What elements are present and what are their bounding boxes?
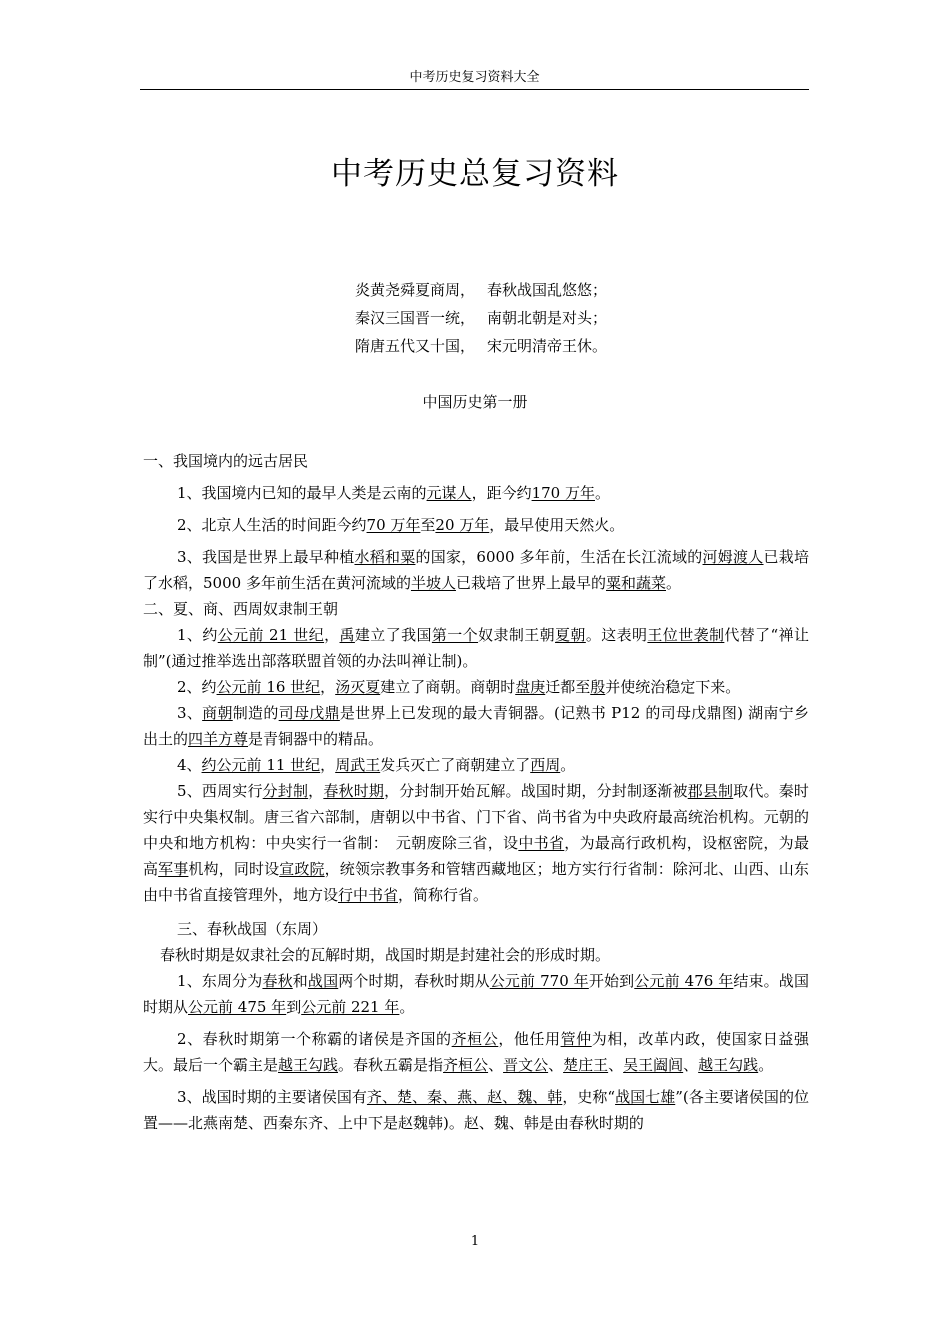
underlined-keyword: 70 万年 — [366, 516, 421, 534]
text-run: 。春秋五霸是指 — [338, 1056, 444, 1074]
text-run: 两个时期，春秋时期从 — [338, 972, 490, 990]
paragraph — [143, 1084, 809, 1136]
poem-half: 炎黄尧舜夏商周， — [355, 281, 476, 299]
underlined-keyword: 军事 — [158, 860, 189, 878]
poem-half: 宋元明清帝王休。 — [487, 337, 608, 355]
text-run: 1、约 — [177, 626, 218, 644]
text-run: ，他任用 — [498, 1030, 561, 1048]
book-title: 中国历史第一册 — [422, 393, 528, 411]
text-run: ，简称行省。 — [398, 886, 489, 904]
underlined-keyword: 殷 — [590, 678, 606, 696]
text-run: 三、春秋战国（东周） — [177, 920, 328, 938]
paragraph — [143, 778, 809, 908]
text-run: ”(各主要诸侯国的位置——北燕南楚、西秦东齐、上中下是赵魏韩)。赵、魏、韩是由春秋时期的 — [143, 1088, 809, 1132]
text-run: 。 — [758, 1056, 774, 1074]
underlined-keyword: 河姆渡人 — [702, 548, 764, 566]
underlined-keyword: 齐桓公 — [443, 1056, 489, 1074]
underlined-keyword: 周武王 — [335, 756, 381, 774]
underlined-keyword: 管仲 — [560, 1030, 592, 1048]
underlined-keyword: 商朝 — [202, 704, 233, 722]
text-run: 是世界上已发现的最大青铜器。(记熟书 P12 的司母戊鼎图) 湖南宁乡出土的 — [143, 704, 809, 748]
text-run: 是青铜器中的精品。 — [248, 730, 384, 748]
underlined-keyword: 宣政院 — [279, 860, 325, 878]
underlined-keyword: 春秋 — [262, 972, 293, 990]
underlined-keyword: 晋文公 — [503, 1056, 549, 1074]
document-title: 中考历史总复习资料 — [331, 156, 619, 192]
underlined-keyword: 行中书省 — [338, 886, 399, 904]
text-run: 建立了商朝。商朝时 — [380, 678, 516, 696]
paragraph — [143, 622, 809, 674]
text-run: 取代。秦时实行中央集权制。唐三省六部制，唐朝以中书省、门下省、尚书省为中央政府最高统治机构。元朝的中央和地方机构：中央实行一省制： 元朝废除三省，设 — [143, 782, 809, 852]
text-run: 、 — [548, 1056, 564, 1074]
poem — [355, 276, 685, 360]
underlined-keyword: 越王勾践 — [698, 1056, 759, 1074]
poem-half: 春秋战国乱悠悠； — [487, 281, 608, 299]
paragraph — [143, 512, 809, 538]
text-run: 。 — [560, 756, 576, 774]
text-run: 。 — [594, 484, 610, 502]
text-run: 开始到 — [588, 972, 635, 990]
underlined-keyword: 战国七雄 — [615, 1088, 676, 1106]
text-run: 1、我国境内已知的最早人类是云南的 — [177, 484, 427, 502]
underlined-keyword: 司母戊鼎 — [278, 704, 340, 722]
text-run: 3、我国是世界上最早种植 — [177, 548, 355, 566]
text-run: 制造的 — [232, 704, 279, 722]
poem-line — [355, 276, 685, 304]
paragraph — [143, 700, 809, 752]
underlined-keyword: 公元前 475 年 — [188, 998, 287, 1016]
underlined-keyword: 水稻和粟 — [354, 548, 416, 566]
paragraph — [143, 480, 809, 506]
underlined-keyword: 齐、楚、秦、燕、赵、魏、韩 — [366, 1088, 563, 1106]
text-run: 奴隶制王朝 — [478, 626, 556, 644]
text-run: 4、 — [177, 756, 202, 774]
text-run: 、 — [608, 1056, 624, 1074]
document-body — [143, 448, 809, 1136]
text-run: 和 — [292, 972, 308, 990]
paragraph — [143, 942, 809, 968]
poem-half: 南朝北朝是对头； — [487, 309, 608, 327]
text-run: 、 — [683, 1056, 699, 1074]
text-run: 一、我国境内的远古居民 — [143, 452, 309, 470]
underlined-keyword: 公元前 21 世纪 — [217, 626, 325, 644]
text-run: 3、战国时期的主要诸侯国有 — [177, 1088, 367, 1106]
underlined-keyword: 元谋人 — [426, 484, 472, 502]
paragraph — [143, 448, 809, 474]
underlined-keyword: 王位世袭制 — [647, 626, 725, 644]
underlined-keyword: 越王勾践 — [278, 1056, 339, 1074]
underlined-keyword: 公元前 16 世纪 — [216, 678, 321, 696]
text-run: 到 — [286, 998, 302, 1016]
underlined-keyword: 20 万年 — [435, 516, 490, 534]
text-run: ，距今约 — [471, 484, 532, 502]
text-run: 已栽培了水稻，5000 多年前生活在黄河流域的 — [143, 548, 810, 592]
text-run: 并使统治稳定下来。 — [605, 678, 741, 696]
paragraph — [143, 1026, 809, 1078]
underlined-keyword: 四羊方尊 — [188, 730, 249, 748]
text-run: ， — [320, 756, 336, 774]
text-run: 至 — [420, 516, 436, 534]
underlined-keyword: 西周 — [530, 756, 561, 774]
text-run: 建立了我国 — [354, 626, 432, 644]
underlined-keyword: 汤灭夏 — [335, 678, 381, 696]
text-run: 5、西周实行 — [177, 782, 263, 800]
text-run: ，最早使用天然火。 — [489, 516, 625, 534]
text-run: 3、 — [177, 704, 203, 722]
text-run: ，为最高行政机构，设枢密院，为最高 — [143, 834, 809, 878]
underlined-keyword: 郡县制 — [687, 782, 734, 800]
underlined-keyword: 齐桓公 — [451, 1030, 499, 1048]
paragraph — [143, 674, 809, 700]
text-run: 为相，改革内政，使国家日益强大。最后一个霸主是 — [143, 1030, 809, 1074]
underlined-keyword: 禹 — [339, 626, 355, 644]
text-run: ，分封制开始瓦解。战国时期，分封制逐渐被 — [384, 782, 688, 800]
poem-half: 秦汉三国晋一统， — [355, 309, 476, 327]
text-run: 2、约 — [177, 678, 217, 696]
text-run: 代替了“禅让制”(通过推举选出部落联盟首领的办法叫禅让制)。 — [143, 626, 809, 670]
text-run: ， — [320, 678, 336, 696]
underlined-keyword: 公元前 476 年 — [634, 972, 734, 990]
paragraph — [143, 596, 809, 622]
underlined-keyword: 盘庚 — [515, 678, 546, 696]
paragraph — [143, 752, 809, 778]
underlined-keyword: 夏朝 — [555, 626, 586, 644]
poem-line — [355, 304, 685, 332]
underlined-keyword: 第一个 — [431, 626, 479, 644]
text-run: 迁都至 — [545, 678, 591, 696]
underlined-keyword: 楚庄王 — [563, 1056, 609, 1074]
underlined-keyword: 粟和蔬菜 — [605, 574, 666, 592]
text-run: 2、北京人生活的时间距今约 — [177, 516, 367, 534]
text-run: 机构，同时设 — [188, 860, 280, 878]
underlined-keyword: 半坡人 — [410, 574, 456, 592]
text-run: 已栽培了世界上最早的 — [455, 574, 606, 592]
text-run: ， — [324, 626, 340, 644]
page-number: 1 — [470, 1234, 480, 1249]
underlined-keyword: 中书省 — [518, 834, 565, 852]
underlined-keyword: 公元前 221 年 — [301, 998, 400, 1016]
text-run: 结束。战国时期从 — [143, 972, 809, 1016]
text-run: 的国家，6000 多年前，生活在长江流域的 — [415, 548, 703, 566]
underlined-keyword: 分封制 — [262, 782, 309, 800]
text-run: 二、夏、商、西周奴隶制王朝 — [143, 600, 339, 618]
text-run: 春秋时期是奴隶社会的瓦解时期，战国时期是封建社会的形成时期。 — [160, 946, 611, 964]
paragraph — [143, 916, 809, 942]
underlined-keyword: 约公元前 11 世纪 — [201, 756, 321, 774]
text-run: 2、春秋时期第一个称霸的诸侯是齐国的 — [177, 1030, 452, 1048]
text-run: 、 — [488, 1056, 504, 1074]
underlined-keyword: 吴王阖闾 — [623, 1056, 684, 1074]
text-run: 。 — [399, 998, 415, 1016]
text-run: 。 — [666, 574, 682, 592]
text-run: ， — [308, 782, 324, 800]
running-header: 中考历史复习资料大全 — [409, 70, 540, 85]
text-run: ，统领宗教事务和管辖西藏地区；地方实行行省制：除河北、山西、山东由中书省直接管理外，地方设 — [143, 860, 809, 904]
paragraph — [143, 544, 809, 596]
text-run: 发兵灭亡了商朝建立了 — [380, 756, 531, 774]
underlined-keyword: 战国 — [307, 972, 339, 990]
underlined-keyword: 公元前 770 年 — [489, 972, 589, 990]
text-run: 1、东周分为 — [177, 972, 263, 990]
poem-half: 隋唐五代又十国， — [355, 337, 476, 355]
text-run: 。这表明 — [585, 626, 648, 644]
underlined-keyword: 春秋时期 — [323, 782, 385, 800]
paragraph — [143, 968, 809, 1020]
text-run: ，史称“ — [562, 1088, 616, 1106]
poem-line — [355, 332, 685, 360]
header-rule — [140, 89, 809, 90]
underlined-keyword: 170 万年 — [531, 484, 595, 502]
